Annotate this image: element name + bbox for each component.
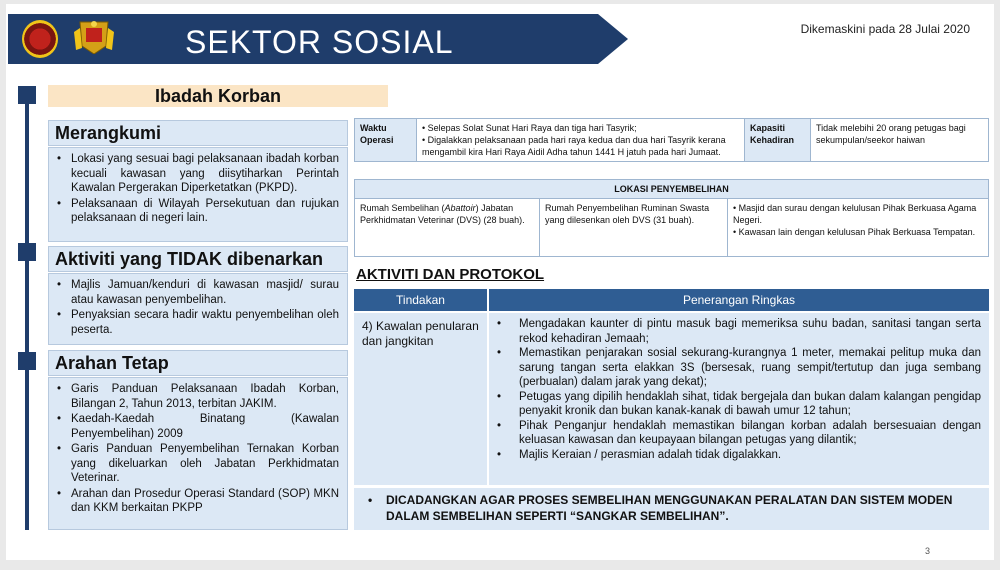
lokasi-abattoir: Rumah Sembelihan (Abattoir) Jabatan Perkhidmatan Veterinar (DVS) (28 buah).	[355, 199, 540, 257]
tidak-list	[48, 273, 348, 345]
recommendation-note: • DICADANGKAN AGAR PROSES SEMBELIHAN MENGGUNAKAN PERALATAN DAN SISTEM MODEN DALAM SEMBELIHAN SEPERTI “SANGKAR SEMBELIHAN”.	[354, 488, 989, 530]
list-item: • Selepas Solat Sunat Hari Raya dan tiga hari Tasyrik;	[422, 123, 637, 133]
list-item: • Mengadakan kaunter di pintu masuk bagi memeriksa suhu badan, sanitasi tangan serta rekod kehadiran Jemaah;	[519, 317, 981, 346]
page-title: SEKTOR SOSIAL	[185, 24, 454, 60]
list-item: • Kawasan lain dengan kelulusan Pihak Berkuasa Tempatan.	[733, 227, 976, 237]
lokasi-swasta: Rumah Penyembelihan Ruminan Swasta yang dilesenkan oleh DVS (31 buah).	[540, 199, 728, 257]
list-item: • Garis Panduan Pelaksanaan Ibadah Korban, Bilangan 2, Tahun 2013, terbitan JAKIM.	[71, 382, 339, 411]
kapasiti-label: Kapasiti Kehadiran	[745, 119, 811, 162]
list-item: • Pelaksanaan di Wilayah Persekutuan dan rujukan pelaksanaan di negeri lain.	[71, 197, 339, 226]
kapasiti-value: Tidak melebihi 20 orang petugas bagi sekumpulan/seekor haiwan	[811, 119, 989, 162]
arahan-heading: Arahan Tetap	[48, 350, 348, 376]
merangkumi-list	[48, 147, 348, 242]
list-item: • Kaedah-Kaedah Binatang (Kawalan Penyembelihan) 2009	[71, 412, 339, 441]
merangkumi-heading: Merangkumi	[48, 120, 348, 146]
list-item: • Arahan dan Prosedur Operasi Standard (SOP) MKN dan KKM berkaitan PKPP	[71, 487, 339, 516]
list-item: • Digalakkan pelaksanaan pada hari raya kedua dan dua hari Tasyrik kerana mengambil kira Hari Raya Aidil Adha tahun 1441 H jatuh pada hari Jumaat.	[422, 135, 726, 157]
waktu-value	[417, 119, 745, 162]
info-table	[354, 118, 989, 162]
page-number: 3	[924, 546, 930, 556]
list-item: • Lokasi yang sesuai bagi pelaksanaan ibadah korban kecuali kawasan yang diisytiharkan Perintah Kawalan Pergerakan Diperketatkan (PKPD).	[71, 152, 339, 196]
action-cell: 4) Kawalan penularan dan jangkitan	[354, 313, 487, 485]
list-item: • Penyaksian secara hadir waktu penyembelihan oleh peserta.	[71, 308, 339, 337]
timeline-line	[25, 90, 29, 530]
list-item: • Masjid dan surau dengan kelulusan Pihak Berkuasa Agama Negeri.	[733, 203, 977, 225]
col-header-tindakan: Tindakan	[354, 289, 487, 311]
list-item: • Majlis Jamuan/kenduri di kawasan masjid/ surau atau kawasan penyembelihan.	[71, 278, 339, 307]
protocol-list	[489, 313, 989, 485]
section-subtitle: Ibadah Korban	[48, 85, 388, 107]
timeline-marker	[18, 243, 36, 261]
coat-of-arms-icon	[70, 18, 118, 60]
list-item: • Garis Panduan Penyembelihan Ternakan Korban yang dikeluarkan oleh Jabatan Perkhidmatan Veterinar.	[71, 442, 339, 486]
list-item: • Pihak Penganjur hendaklah memastikan bilangan korban adalah bersesuaian dengan keluasan kawasan dan keupayaan bilangan petugas yang dilantik;	[519, 419, 981, 448]
agency-emblem-icon	[22, 20, 58, 58]
timeline-marker	[18, 86, 36, 104]
arahan-list	[48, 377, 348, 530]
list-item: • Petugas yang dipilih hendaklah sihat, tidak bergejala dan bukan dalam kalangan pengidap penyakit kronik dan bukan kanak-kanak di bawah umur 12 tahun;	[519, 390, 981, 419]
lokasi-table	[354, 179, 989, 257]
lokasi-header: LOKASI PENYEMBELIHAN	[355, 180, 989, 199]
protocol-title: AKTIVITI DAN PROTOKOL	[356, 266, 545, 283]
tidak-heading: Aktiviti yang TIDAK dibenarkan	[48, 246, 348, 272]
list-item: • Memastikan penjarakan sosial sekurang-kurangnya 1 meter, memakai pelitup muka dan sarung tangan serta elakkan 3S (bersesak, ruang sempit/tertutup dan juga sembang (perbualan) dalam jarak yang dekat);	[519, 346, 981, 390]
lokasi-masjid	[728, 199, 989, 257]
updated-date: Dikemaskini pada 28 Julai 2020	[800, 22, 970, 36]
timeline-marker	[18, 352, 36, 370]
col-header-penerangan: Penerangan Ringkas	[489, 289, 989, 311]
waktu-label: Waktu Operasi	[355, 119, 417, 162]
list-item: • Majlis Keraian / perasmian adalah tidak digalakkan.	[519, 448, 981, 463]
